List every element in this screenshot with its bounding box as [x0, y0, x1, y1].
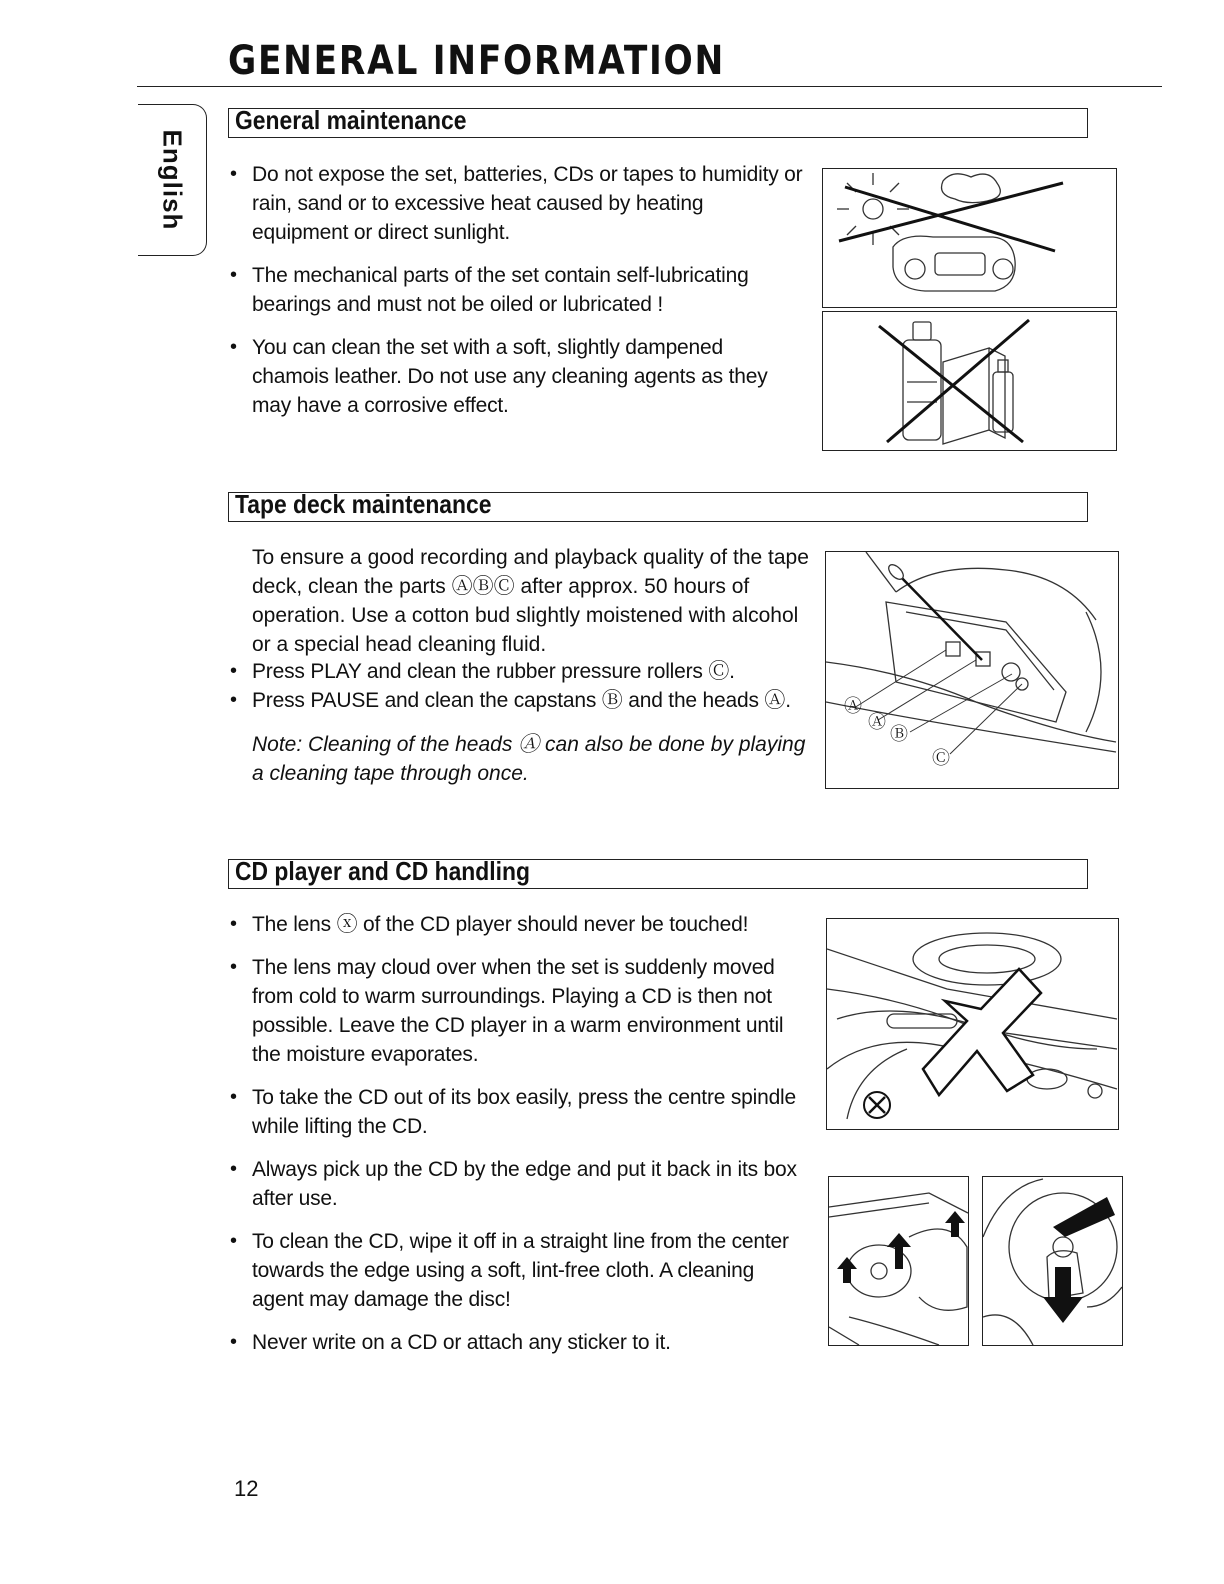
cd-handling-list: [228, 910, 803, 1371]
tape-deck-list: [228, 657, 803, 715]
list-item: • The lens may cloud over when the set is suddenly moved from cold to warm surroundings. Playing a CD is then not possible. Leave the CD player in a warm environment until the moisture evaporates.: [228, 953, 803, 1069]
illustration-cd-box-spindle: [828, 1176, 969, 1346]
illustration-no-cleaning-agents: [822, 311, 1117, 451]
section-heading: Tape deck maintenance: [235, 489, 492, 519]
tape-label-b: Ⓑ: [890, 724, 908, 745]
illustration-tape-deck: [825, 551, 1119, 789]
list-item: • The mechanical parts of the set contain self-lubricating bearings and must not be oiled or lubricated !: [228, 261, 803, 319]
tape-deck-note: Note: Cleaning of the heads Ⓐ can also be done by playing a cleaning tape through once.: [252, 733, 806, 785]
tape-label-c: Ⓒ: [932, 748, 950, 769]
page-number: 12: [234, 1476, 259, 1501]
list-item: • The lens ⓧ of the CD player should never be touched!: [228, 910, 803, 939]
list-item: • To take the CD out of its box easily, press the centre spindle while lifting the CD.: [228, 1083, 803, 1141]
page-title: GENERAL INFORMATION: [228, 38, 726, 84]
section-header-cd-player-handling: [228, 856, 1088, 889]
tape-label-a-2: Ⓐ: [868, 712, 886, 733]
list-item: • Never write on a CD or attach any sticker to it.: [228, 1328, 803, 1357]
illustration-no-heat-humidity: [822, 168, 1117, 308]
tape-deck-intro: To ensure a good recording and playback quality of the tape deck, clean the parts ⒶⒷⒸ after approx. 50 hours of operation. Use a cotton bud slightly moistened with alcohol or a special head cleaning fluid.: [252, 546, 809, 656]
title-rule: [137, 86, 1162, 87]
list-item: • Always pick up the CD by the edge and put it back in its box after use.: [228, 1155, 803, 1213]
list-item: • You can clean the set with a soft, slightly dampened chamois leather. Do not use any cleaning agents as they may have a corrosive effect.: [228, 333, 803, 420]
section-header-tape-deck-maintenance: [228, 489, 1088, 522]
section-header-general-maintenance: [228, 105, 1088, 138]
illustration-cd-lift: [982, 1176, 1123, 1346]
tape-label-a: Ⓐ: [844, 696, 862, 717]
section-heading: CD player and CD handling: [235, 856, 530, 886]
general-maintenance-list: [228, 160, 803, 434]
list-item: • To clean the CD, wipe it off in a straight line from the center towards the edge using a soft, lint-free cloth. A cleaning agent may damage the disc!: [228, 1227, 803, 1314]
language-tab-label: English: [157, 129, 188, 231]
list-item: • Press PAUSE and clean the capstans Ⓑ and the heads Ⓐ.: [228, 686, 803, 715]
list-item: • Press PLAY and clean the rubber pressure rollers Ⓒ.: [228, 657, 803, 686]
language-tab: [138, 104, 207, 256]
section-heading: General maintenance: [235, 105, 467, 135]
list-item: • Do not expose the set, batteries, CDs or tapes to humidity or rain, sand or to excessive heat caused by heating equipment or direct sunlight.: [228, 160, 803, 247]
illustration-cd-lens: [826, 918, 1119, 1130]
